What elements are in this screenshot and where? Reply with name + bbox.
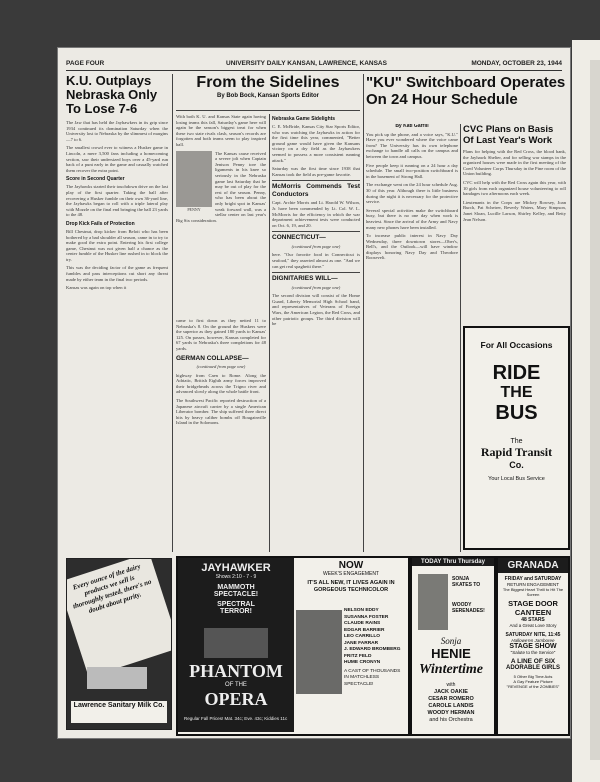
continued-note: (continued from page one): [291, 284, 341, 290]
ad-wintertime: [410, 556, 496, 736]
story-paragraph: The second division will consist of the Home Guard, Liberty Memorial High School band, and representatives of Veterans of Foreign Wars, the American Legion, the Red Cross, and other patriotic groups. The third division will be: [272, 293, 360, 327]
sidelines-column: [176, 114, 266, 314]
cast-member: SUSANNA FOSTER: [344, 614, 389, 620]
ad-rapid-transit: [463, 326, 570, 550]
mcmorris-subhead: McMorris Commends Test Conductors: [272, 180, 360, 198]
jayhawker-line3: SPECTRAL: [217, 601, 255, 608]
continued-note: (continued from page one): [196, 364, 246, 370]
granada-line: "Salute to the Service": [510, 650, 556, 655]
granada-line: And a Great Love Story: [509, 623, 557, 628]
jayhawker-name: JAYHAWKER: [201, 562, 271, 574]
granada-line: 48 STARS: [521, 617, 545, 623]
jayhawker-now: NOW: [338, 560, 364, 571]
cvc-story: [463, 124, 566, 320]
jayhawker-left-panel: [178, 558, 294, 732]
story-subhead: Score in Second Quarter: [66, 176, 125, 183]
ad-granada: [496, 556, 570, 736]
story-paragraph: C. E. McBride, Kansas City Star Sports Editor, who was watching the Jayhawks in action for the first time this year, commented, "Better ground game would have given the Kansans victory on a dry field as the Jayhawkers seemed to possess a more consistent running attack.": [272, 124, 360, 163]
wintertime-star2: HENIE: [431, 646, 471, 661]
granada-line: STAGE SHOW: [509, 643, 557, 650]
wintertime-song1: SONJA SKATES TO: [452, 576, 481, 588]
switchboard-column: [366, 124, 458, 552]
wintertime-with: with: [446, 682, 456, 688]
ad-rapid-line3: THE: [500, 384, 533, 401]
granada-line: SATURDAY NITE, 11:45: [505, 632, 561, 638]
masthead: [66, 60, 562, 71]
issue-date: MONDAY, OCTOBER 23, 1944: [471, 60, 562, 67]
column-rule: [460, 124, 461, 552]
column-rule: [172, 74, 173, 552]
story-subhead: Drop Kick Fails of Protection: [66, 220, 135, 227]
story-paragraph: Plans for helping with the Red Cross, the blood bank, the Jayhawk Shelter, and for selling war stamps in the organized houses were made in the first meeting of the Coed Volunteer Corps Thursday in the Pine room of the Union building.: [463, 149, 566, 177]
cast-member: JANE FARRAR: [344, 640, 379, 646]
milk-bottle-illustration: [87, 667, 147, 689]
cast-member: EDGAR BARRIER: [344, 627, 385, 633]
cast-member: CLAUDE RAINS: [344, 621, 381, 626]
sidelights-column: [272, 114, 360, 548]
continued-note: (continued from page one): [291, 243, 341, 249]
switchboard-headline: "KU" Switchboard Operates On 24 Hour Schedule: [366, 74, 566, 108]
story-nebraska-headline: K.U. Outplays Nebraska Only To Lose 7-6: [66, 74, 158, 116]
jayhawker-engagement: WEEK'S ENGAGEMENT: [323, 571, 379, 577]
story-paragraph: Five people keep it running on a 24 hour a day schedule. The small two-position switchboard is in the basement of Strong Hall.: [366, 162, 458, 179]
newspaper-page: [58, 48, 570, 738]
ad-rapid-line8: Your Local Bus Service: [488, 476, 545, 482]
jayhawker-tagline: IT'S ALL NEW, IT LIVES AGAIN IN GORGEOUS TECHNICOLOR: [307, 580, 395, 593]
cast-member: WOODY HERMAN: [427, 710, 475, 716]
story-paragraph: Several special activities make the switchboard busy, but there is no one day when work is heaviest. Since the arrival of the Army and Navy many new phones have been installed.: [366, 207, 458, 230]
granada-line: Hallowe'en Jamboree: [511, 638, 555, 643]
penny-photo: [176, 151, 212, 213]
granada-line: CANTEEN: [514, 608, 552, 617]
jayhawker-line4: TERROR!: [220, 608, 252, 615]
story-nebraska: [66, 74, 168, 494]
granada-line: STAGE DOOR: [508, 599, 558, 608]
story-paragraph: Saturday was the first time since 1938 that Kansas took the field as pre-game favorite.: [272, 166, 360, 177]
ad-rapid-line4: BUS: [495, 402, 538, 424]
page-number: PAGE FOUR: [66, 60, 105, 67]
story-paragraph: The smallest crowd ever to witness a Husker game in Lincoln, a mere 3,500 fans including a homecoming section, saw their undersized boys over a 45-yard run back of a punt early in the game and casually watched them recover the extra point.: [66, 145, 168, 173]
story-paragraph: CVC will help with the Red Cross again this year, with 10 girls from each organized house volunteering to roll bandages two afternoons each week.: [463, 179, 566, 197]
column-rule: [363, 74, 364, 552]
cast-member: and his Orchestra: [429, 717, 473, 723]
story-paragraph: The Jaw that has held the Jayhawkers in its grip since 1934 continued its domination Saturday when the University lost to Nebraska by the slimmest of margins—7 to 6.: [66, 120, 168, 142]
ad-rapid-line2: RIDE: [492, 362, 541, 384]
jayhawker-cast-list: [344, 608, 406, 688]
cast-member: LEO CARRILLO: [344, 634, 380, 639]
phantom-title-1: PHANTOM: [189, 661, 283, 681]
column-rule: [269, 114, 270, 552]
granada-line: The Biggest Heart Thrill to Hit The Screen: [502, 587, 564, 597]
cast-member: NELSON EDDY: [344, 608, 379, 613]
wintertime-today: TODAY Thru Thursday: [412, 558, 494, 566]
story-paragraph: here. "Our favorite food in Connecticut is seafood," they asserted almost as one. "And we can get real spaghetti there.": [272, 252, 360, 269]
cast-member: J. EDWARD BROMBERG: [344, 647, 401, 652]
phantom-title-3: OPERA: [204, 689, 268, 709]
granada-line: A Gay Feature Picture: [513, 679, 553, 684]
story-paragraph: With both K. U. and Kansas State again having losing teams this fall, Saturday's game here will again be the season's biggest treat for when these two state rivals clash, season's records are forgotten and both teams seem to play inspired ball.: [176, 114, 266, 147]
cast-member: JACK OAKIE: [434, 689, 468, 695]
jayhawker-right-panel: [296, 560, 406, 710]
ad-rapid-line6: Rapid Transit: [480, 445, 553, 459]
granada-line: ADORABLE GIRLS: [506, 665, 560, 671]
connecticut-subhead: CONNECTICUT—: [272, 231, 360, 242]
granada-line: 5 Other Big Time Acts: [513, 674, 553, 679]
cast-note: A CAST OF THOUSANDS IN MATCHLESS SPECTACLE!: [344, 668, 401, 687]
sidelines-byline: By Bob Bock, Kansan Sports Editor: [216, 93, 319, 99]
story-paragraph: The Jayhawks started their touchdown drive on the last play of the first quarter. Taking the ball after recovering a Husker fumble on their own 36-yard line, the Jayhawks began to roll with a triple lateral play with Mozzle on the final end bringing the ball 23 yards to the 48.: [66, 184, 168, 218]
ad-rapid-line7: Co.: [509, 460, 524, 470]
story-paragraph: The Kansas cause received a severe jolt when Captain Jenison Penny tore the ligaments in his knee so seriously in the Nebraska game last Saturday that he may be out of play for the rest of the season. Penny, who has been about the only bright spot in Kansas' weak forward wall, was a stellar center on last year's Big Six consideration.: [176, 150, 266, 223]
story-paragraph: To increase public interest in Navy Day Wednesday, three downtown stores—Ober's, Bell's, and the Outlook—will have window displays honoring Navy Day and Theodore Roosevelt.: [366, 233, 458, 261]
wintertime-star1: Sonja: [440, 636, 462, 646]
story-paragraph: The exchange went on the 24 hour schedule Aug. 30 of this year. Although there is little business during the night it is necessary for the protective service.: [366, 182, 458, 205]
wintertime-song2: WOODY SERENADES!: [452, 602, 485, 614]
story-paragraph: Bill Chestnut, drop kicker from Beloit who has been bothered by a bad shoulder all season, came in to try to make good the extra point. Entering his first college game, Chestnut was not given half a chance as the center fumble of the Husker line rushed in to block the try.: [66, 228, 168, 262]
sidelines-column-lower: [176, 318, 266, 548]
story-paragraph: This was the deciding factor of the game as frequent fumbles and pass interceptions cut short any threat made by either team in the final two periods.: [66, 265, 168, 282]
paper-name: UNIVERSITY DAILY KANSAN, LAWRENCE, KANSAS: [226, 60, 387, 67]
story-paragraph: The Southwest Pacific reported destruction of a Japanese aircraft carrier by a single American Liberator bomber. The ship suffered three direct hits by heavy caliber bombs off Bougainville Island in the Solomons.: [176, 398, 266, 426]
jayhawker-line2: SPECTACLE!: [213, 591, 259, 598]
skater-photo: [418, 574, 448, 630]
granada-name: GRANADA: [498, 558, 568, 573]
ad-jayhawker-theater: [176, 556, 410, 736]
phantom-cast-photo: [296, 610, 342, 694]
story-paragraph: You pick up the phone, and a voice says, "K.U." Have you ever wondered where the voice came from? The University has its own telephone exchange to handle all calls on the campus and between the town and campus.: [366, 131, 458, 159]
dignitaries-subhead: DIGNITARIES WILL—: [272, 272, 360, 283]
switchboard-byline: By Kati Garrill: [395, 124, 429, 129]
adjacent-page-shadow: [590, 60, 600, 760]
granada-line: A LINE OF SIX: [510, 658, 556, 665]
header-rule: [176, 110, 360, 111]
granada-line: FRIDAY and SATURDAY: [504, 576, 562, 582]
story-paragraph: Kansas was again on top when it: [66, 285, 127, 291]
jayhawker-line1: MAMMOTH: [217, 584, 255, 591]
phantom-title-2: OF THE: [225, 682, 247, 688]
ad-lawrence-sanitary-milk: [66, 558, 172, 730]
ad-rapid-line5: The: [510, 438, 523, 445]
cast-member: FRITZ FELD: [344, 653, 372, 659]
jayhawker-prices: Regular Fall Prices! Mat. 34c; Eve. 43c; Kiddies 11c: [184, 716, 288, 721]
jayhawker-times: Shows 2:10 - 7 - 9: [215, 574, 257, 580]
german-collapse-subhead: GERMAN COLLAPSE—: [176, 354, 249, 362]
wintertime-title: Wintertime: [418, 662, 484, 677]
sidelines-header: [176, 74, 360, 114]
cast-member: CAROLE LANDIS: [428, 703, 474, 709]
sidelights-subhead: Nebraska Game Sidelights: [272, 116, 336, 122]
sidelines-headline: From the Sidelines: [196, 74, 340, 91]
ad-dairy-name: Lawrence Sanitary Milk Co.: [71, 701, 167, 723]
story-paragraph: Capt. Archie Morris and Lt. Harold W. Wilson, Jr. have been commended by Lt. Col. W. L. McMorris for the efficiency in which the war department achievement tests were conducted on Oct. 6, 19, and 20.: [272, 200, 360, 228]
cast-member: HUME CRONYN: [344, 660, 381, 665]
cast-member: CESAR ROMERO: [428, 696, 474, 702]
wintertime-cast: [412, 689, 490, 724]
switchboard-header: [366, 74, 566, 120]
granada-line: "REVENGE of the ZOMBIES": [506, 684, 560, 689]
cvc-headline: CVC Plans on Basis Of Last Year's Work: [463, 124, 554, 146]
story-paragraph: Lieutenants in the Corps are Mickey Rowsey, Joan Burch, Pat Scheirer, Beverly Waters, Mary Simpson, Janet Sloan, Lucille Larson, Shirley Kelley, and Betty Jean Nelson.: [463, 199, 566, 222]
story-paragraph: highway from Caen to Rome. Along the Adriatic, British Eighth army forces improved their bridgeheads across the Trigno river and advanced slowly along the whole battle front.: [176, 372, 266, 395]
granada-line: RETURN ENGAGEMENT: [506, 582, 559, 587]
story-paragraph: came to first down as they netted 11 to Nebraska's 8. On the ground the Huskers were the superior as they gained 180 yards to Kansas' 125. On passes, however, Kansas completed for 67 yards to Nebraska's three completions for 48 yards.: [176, 318, 266, 351]
penny-caption: PENNY: [176, 207, 212, 213]
ad-rapid-line1: For All Occasions: [480, 340, 553, 350]
ad-dairy-slogan: Every ounce of the dairy products we sell is thoroughly tested, there's no doubt about purity.: [66, 558, 172, 677]
phantom-mask-illustration: [204, 628, 268, 658]
